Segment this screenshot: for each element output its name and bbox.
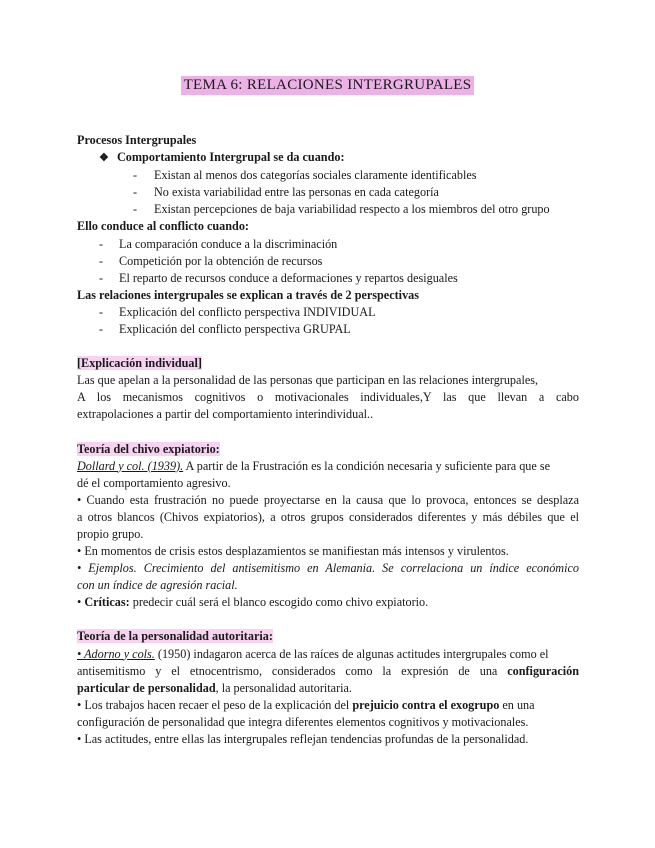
paragraph-line (77, 594, 579, 611)
autoritaria-heading: Teoría de la personalidad autoritaria: (77, 629, 273, 644)
procesos-subheading (77, 149, 579, 167)
page-title: TEMA 6: RELACIONES INTERGRUPALES (181, 76, 475, 95)
paragraph-text: en una (499, 697, 535, 712)
list-item-text: Existan percepciones de baja variabilidad respecto a los miembros del otro grupo (154, 202, 550, 217)
paragraph-text: • Los trabajos hacen recaer el peso de la explicación del (77, 697, 353, 712)
criticas-label: Críticas: (84, 595, 130, 610)
citation: • Adorno y cols. (77, 646, 155, 661)
list-item (77, 321, 579, 338)
paragraph-line: • En momentos de crisis estos desplazamientos se manifiestan más intensos y virulentos. (77, 544, 509, 559)
title-container (0, 76, 655, 95)
autoritaria-heading-line (77, 628, 579, 645)
list-item (77, 201, 579, 218)
perspectivas-heading: Las relaciones intergrupales se explican a través de 2 perspectivas (77, 287, 419, 302)
dash-bullet: - (99, 236, 104, 251)
paragraph-line (77, 680, 579, 697)
dash-bullet: - (133, 185, 138, 200)
diamond-bullet-icon: ❖ (99, 152, 109, 165)
list-item-text: El reparto de recursos conduce a deformaciones y repartos desiguales (119, 270, 458, 285)
dash-bullet: - (99, 270, 104, 285)
list-item (77, 236, 579, 253)
procesos-subheading-text: Comportamiento Intergrupal se da cuando: (117, 150, 345, 165)
paragraph-line: dé el comportamiento agresivo. (77, 475, 231, 490)
dash-bullet: - (99, 253, 104, 268)
chivo-heading: Teoría del chivo expiatorio: (77, 441, 220, 456)
list-item-text: Explicación del conflicto perspectiva GRUPAL (119, 322, 351, 337)
paragraph-line: a otros blancos (Chivos expiatorios), a otros grupos considerados diferentes y más débiles que el (77, 509, 579, 524)
paragraph-line: A los mecanismos cognitivos o motivacionales individuales,Y las que llevan a cabo (77, 390, 579, 405)
dash-bullet: - (133, 202, 138, 217)
dash-bullet: - (133, 168, 138, 183)
citation: Dollard y col. (1939). (77, 458, 184, 473)
list-item-text: Existan al menos dos categorías sociales claramente identificables (154, 168, 477, 183)
list-item-text: Competición por la obtención de recursos (119, 253, 323, 268)
paragraph-line: propio grupo. (77, 526, 144, 541)
paragraph-text: antisemitismo y el etnocentrismo, considerados como la expresión de una (77, 663, 508, 678)
paragraph-line: extrapolaciones a partir del comportamiento interindividual.. (77, 407, 374, 422)
chivo-heading-line (77, 441, 579, 458)
dash-bullet: - (99, 322, 104, 337)
paragraph-text: A partir de la Frustración es la condición necesaria y suficiente para que se (183, 458, 551, 473)
conflicto-heading: Ello conduce al conflicto cuando: (77, 219, 249, 234)
paragraph-line: con un índice de agresión racial. (77, 578, 238, 593)
dash-bullet: - (99, 304, 104, 319)
list-item (77, 253, 579, 270)
bold-term: prejuicio contra el exogrupo (352, 697, 500, 712)
individual-heading: [Explicación individual] (77, 356, 202, 371)
procesos-heading: Procesos Intergrupales (77, 133, 197, 147)
paragraph-line: • Cuando esta frustración no puede proyectarse en la causa que lo provoca, entonces se desplaza (77, 492, 579, 507)
paragraph-text: predecir cuál será el blanco escogido como chivo expiatorio. (129, 595, 429, 610)
paragraph-line (77, 646, 579, 663)
list-item-text: La comparación conduce a la discriminación (119, 236, 338, 251)
paragraph-text: , la personalidad autoritaria. (215, 680, 352, 695)
paragraph-line: • Ejemplos. Crecimiento del antisemitismo en Alemania. Se correlaciona un índice económico (77, 561, 579, 576)
list-item (77, 167, 579, 184)
paragraph-line: configuración de personalidad que integra diferentes elementos cognitivos y motivacionales. (77, 714, 529, 729)
paragraph-line (77, 697, 579, 714)
paragraph-line: Las que apelan a la personalidad de las personas que participan en las relaciones intergrupales, (77, 373, 539, 388)
bold-term: particular de personalidad (77, 680, 216, 695)
list-item (77, 184, 579, 201)
list-item-text: Explicación del conflicto perspectiva INDIVIDUAL (119, 304, 376, 319)
paragraph-line (77, 663, 579, 680)
list-item (77, 270, 579, 287)
bullet: • (77, 595, 85, 610)
individual-heading-line (77, 355, 579, 372)
paragraph-text: (1950) indagaron acerca de las raíces de algunas actitudes intergrupales como el (154, 646, 549, 661)
list-item-text: No exista variabilidad entre las personas en cada categoría (154, 185, 439, 200)
paragraph-line (77, 458, 579, 475)
list-item (77, 304, 579, 321)
paragraph-line: • Las actitudes, entre ellas las intergrupales reflejan tendencias profundas de la personalidad. (77, 732, 529, 746)
bold-term: configuración (507, 663, 579, 678)
document-body (77, 132, 579, 748)
